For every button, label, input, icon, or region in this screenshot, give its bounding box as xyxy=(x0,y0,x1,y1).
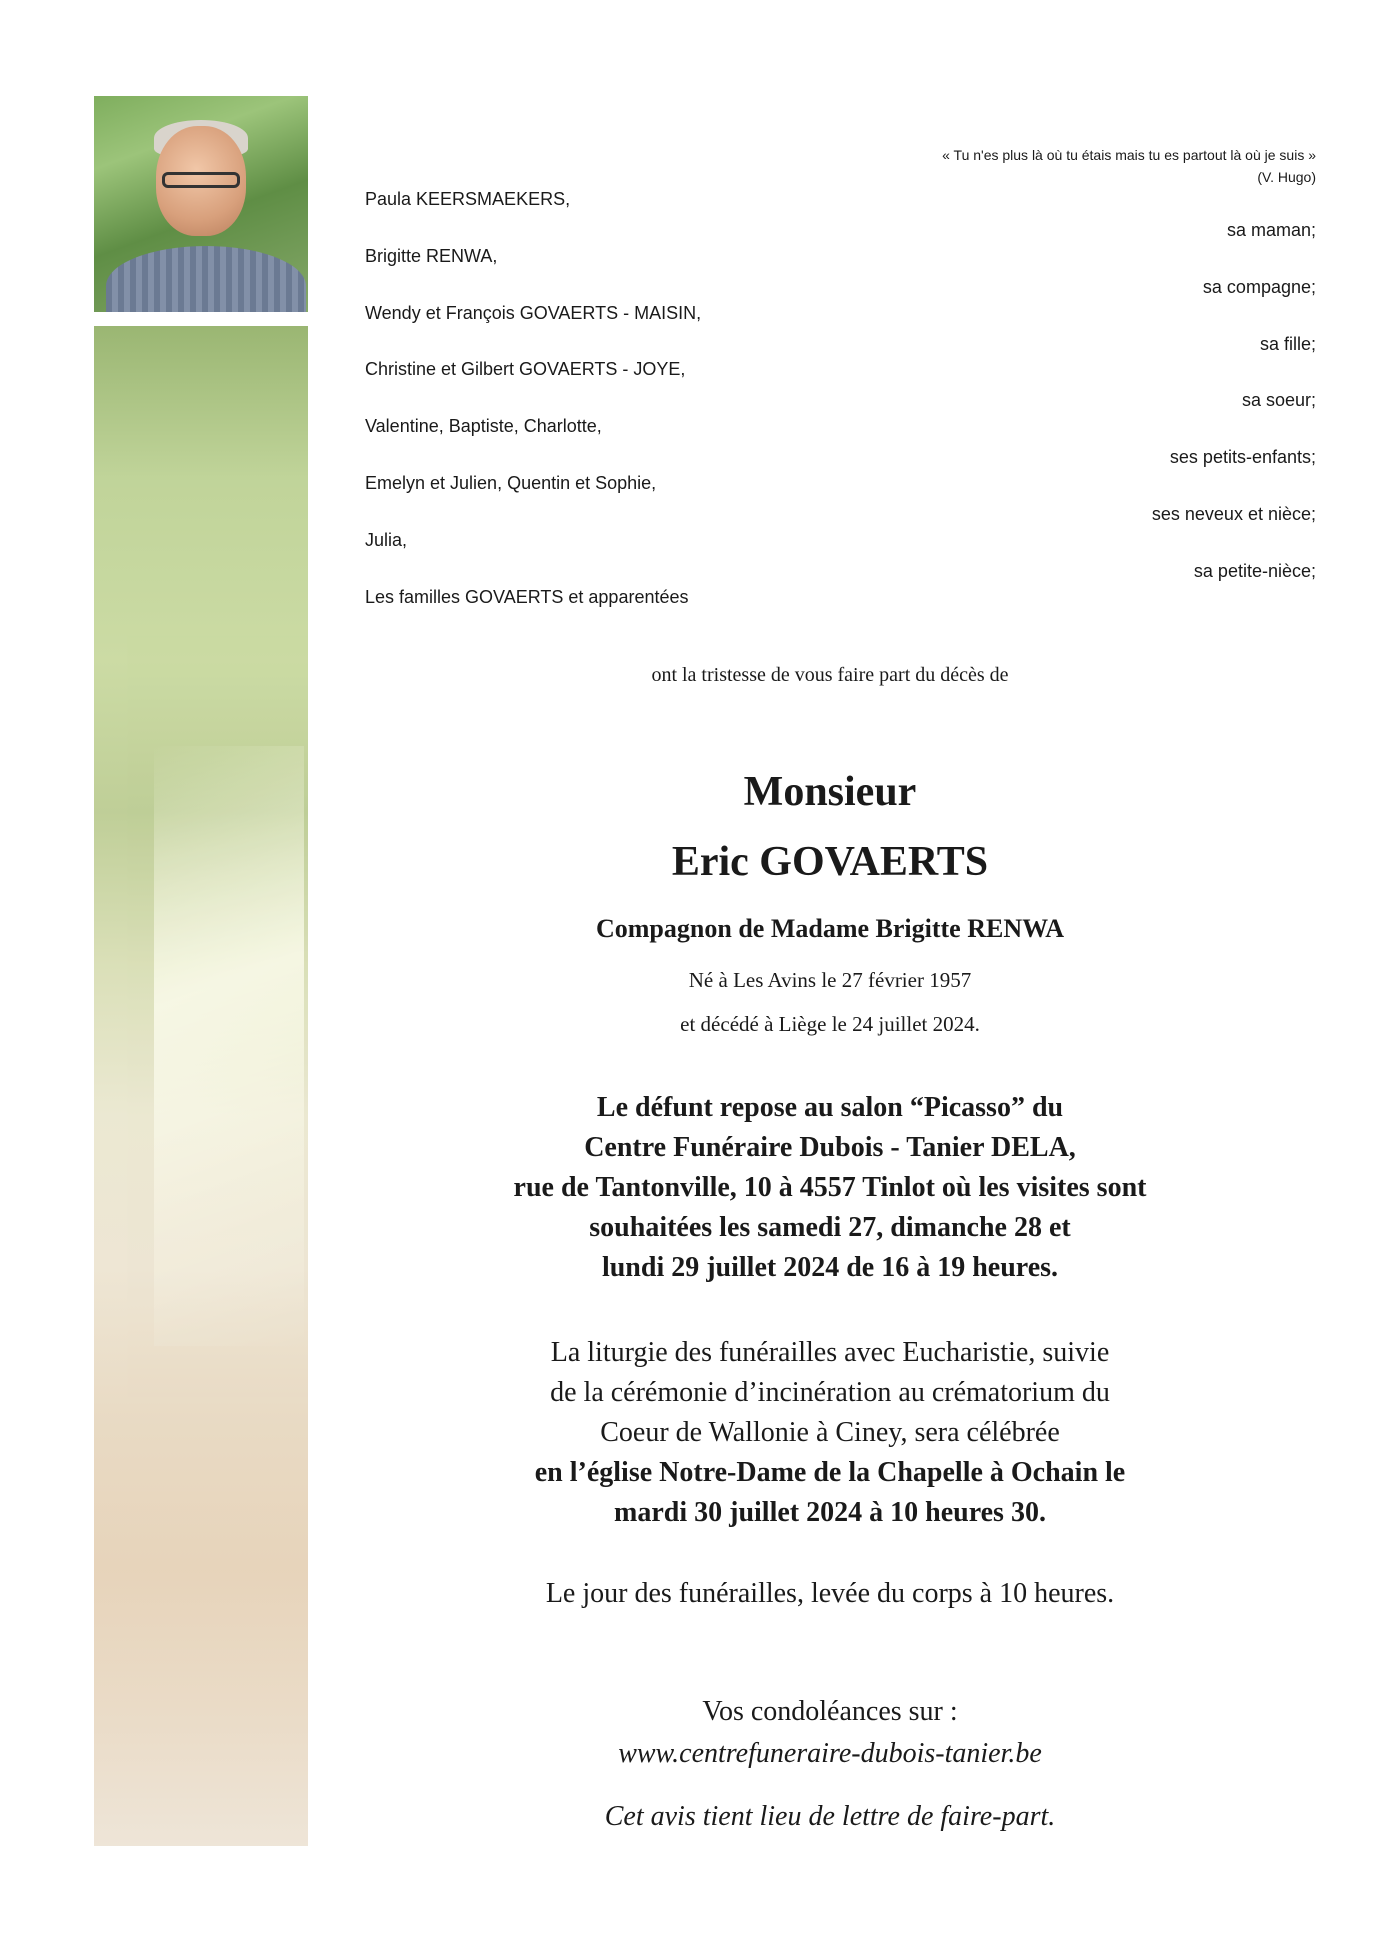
visitation-line: lundi 29 juillet 2024 de 16 à 19 heures. xyxy=(601,1252,1059,1283)
liturgy-line: Coeur de Wallonie à Ciney, sera célébrée xyxy=(600,1417,1060,1448)
liturgy-line-bold: mardi 30 juillet 2024 à 10 heures 30. xyxy=(614,1497,1046,1528)
family-relation: sa fille; xyxy=(1259,334,1316,354)
family-name: Brigitte RENWA, xyxy=(365,246,498,266)
footer-note: Cet avis tient lieu de lettre de faire-part. xyxy=(604,1801,1056,1832)
forest-path-image xyxy=(94,326,308,1846)
portrait-photo xyxy=(94,96,308,312)
family-name: Wendy et François GOVAERTS - MAISIN, xyxy=(365,303,702,323)
family-name: Emelyn et Julien, Quentin et Sophie, xyxy=(365,473,657,493)
family-relation: sa soeur; xyxy=(1241,390,1316,410)
family-relation: sa compagne; xyxy=(1202,277,1316,297)
liturgy-line: La liturgie des funérailles avec Eucharistie, suivie xyxy=(550,1337,1110,1368)
announcement-intro: ont la tristesse de vous faire part du décès de xyxy=(651,664,1009,686)
quote-text: « Tu n'es plus là où tu étais mais tu es partout là où je suis » xyxy=(942,147,1316,163)
condolences-label: Vos condoléances sur : xyxy=(702,1696,958,1727)
family-name: Julia, xyxy=(365,530,408,550)
portrait-shirt xyxy=(106,246,306,312)
visitation-info xyxy=(400,1088,1260,1288)
family-relation: ses petits-enfants; xyxy=(1169,447,1316,467)
visitation-line: Le défunt repose au salon “Picasso” du xyxy=(596,1092,1064,1123)
visitation-line: rue de Tantonville, 10 à 4557 Tinlot où les visites sont xyxy=(513,1172,1147,1203)
death-info: et décédé à Liège le 24 juillet 2024. xyxy=(680,1012,980,1036)
visitation-line: souhaitées les samedi 27, dimanche 28 et xyxy=(589,1212,1071,1243)
liturgy-info xyxy=(400,1333,1260,1533)
light-rays xyxy=(154,746,304,1346)
family-name: Valentine, Baptiste, Charlotte, xyxy=(365,416,602,436)
liturgy-line-bold: en l’église Notre-Dame de la Chapelle à Ochain le xyxy=(534,1457,1126,1488)
family-name: Christine et Gilbert GOVAERTS - JOYE, xyxy=(365,359,686,379)
deceased-title: Monsieur xyxy=(743,769,917,815)
birth-info: Né à Les Avins le 27 février 1957 xyxy=(688,968,972,992)
levee-info: Le jour des funérailles, levée du corps à 10 heures. xyxy=(545,1578,1115,1609)
quote-block xyxy=(942,144,1316,188)
family-relation: ses neveux et nièce; xyxy=(1151,504,1316,524)
family-name: Paula KEERSMAEKERS, xyxy=(365,189,571,209)
deceased-companion: Compagnon de Madame Brigitte RENWA xyxy=(596,914,1064,943)
quote-author: (V. Hugo) xyxy=(1257,169,1316,185)
liturgy-line: de la cérémonie d’incinération au crématorium du xyxy=(550,1377,1110,1408)
family-name: Les familles GOVAERTS et apparentées xyxy=(365,587,689,607)
portrait-glasses xyxy=(162,172,240,188)
visitation-line: Centre Funéraire Dubois - Tanier DELA, xyxy=(584,1132,1076,1163)
condolences-website: www.centrefuneraire-dubois-tanier.be xyxy=(618,1738,1042,1769)
family-relation: sa maman; xyxy=(1226,220,1316,240)
deceased-name: Eric GOVAERTS xyxy=(671,839,989,885)
family-relation: sa petite-nièce; xyxy=(1193,561,1316,581)
